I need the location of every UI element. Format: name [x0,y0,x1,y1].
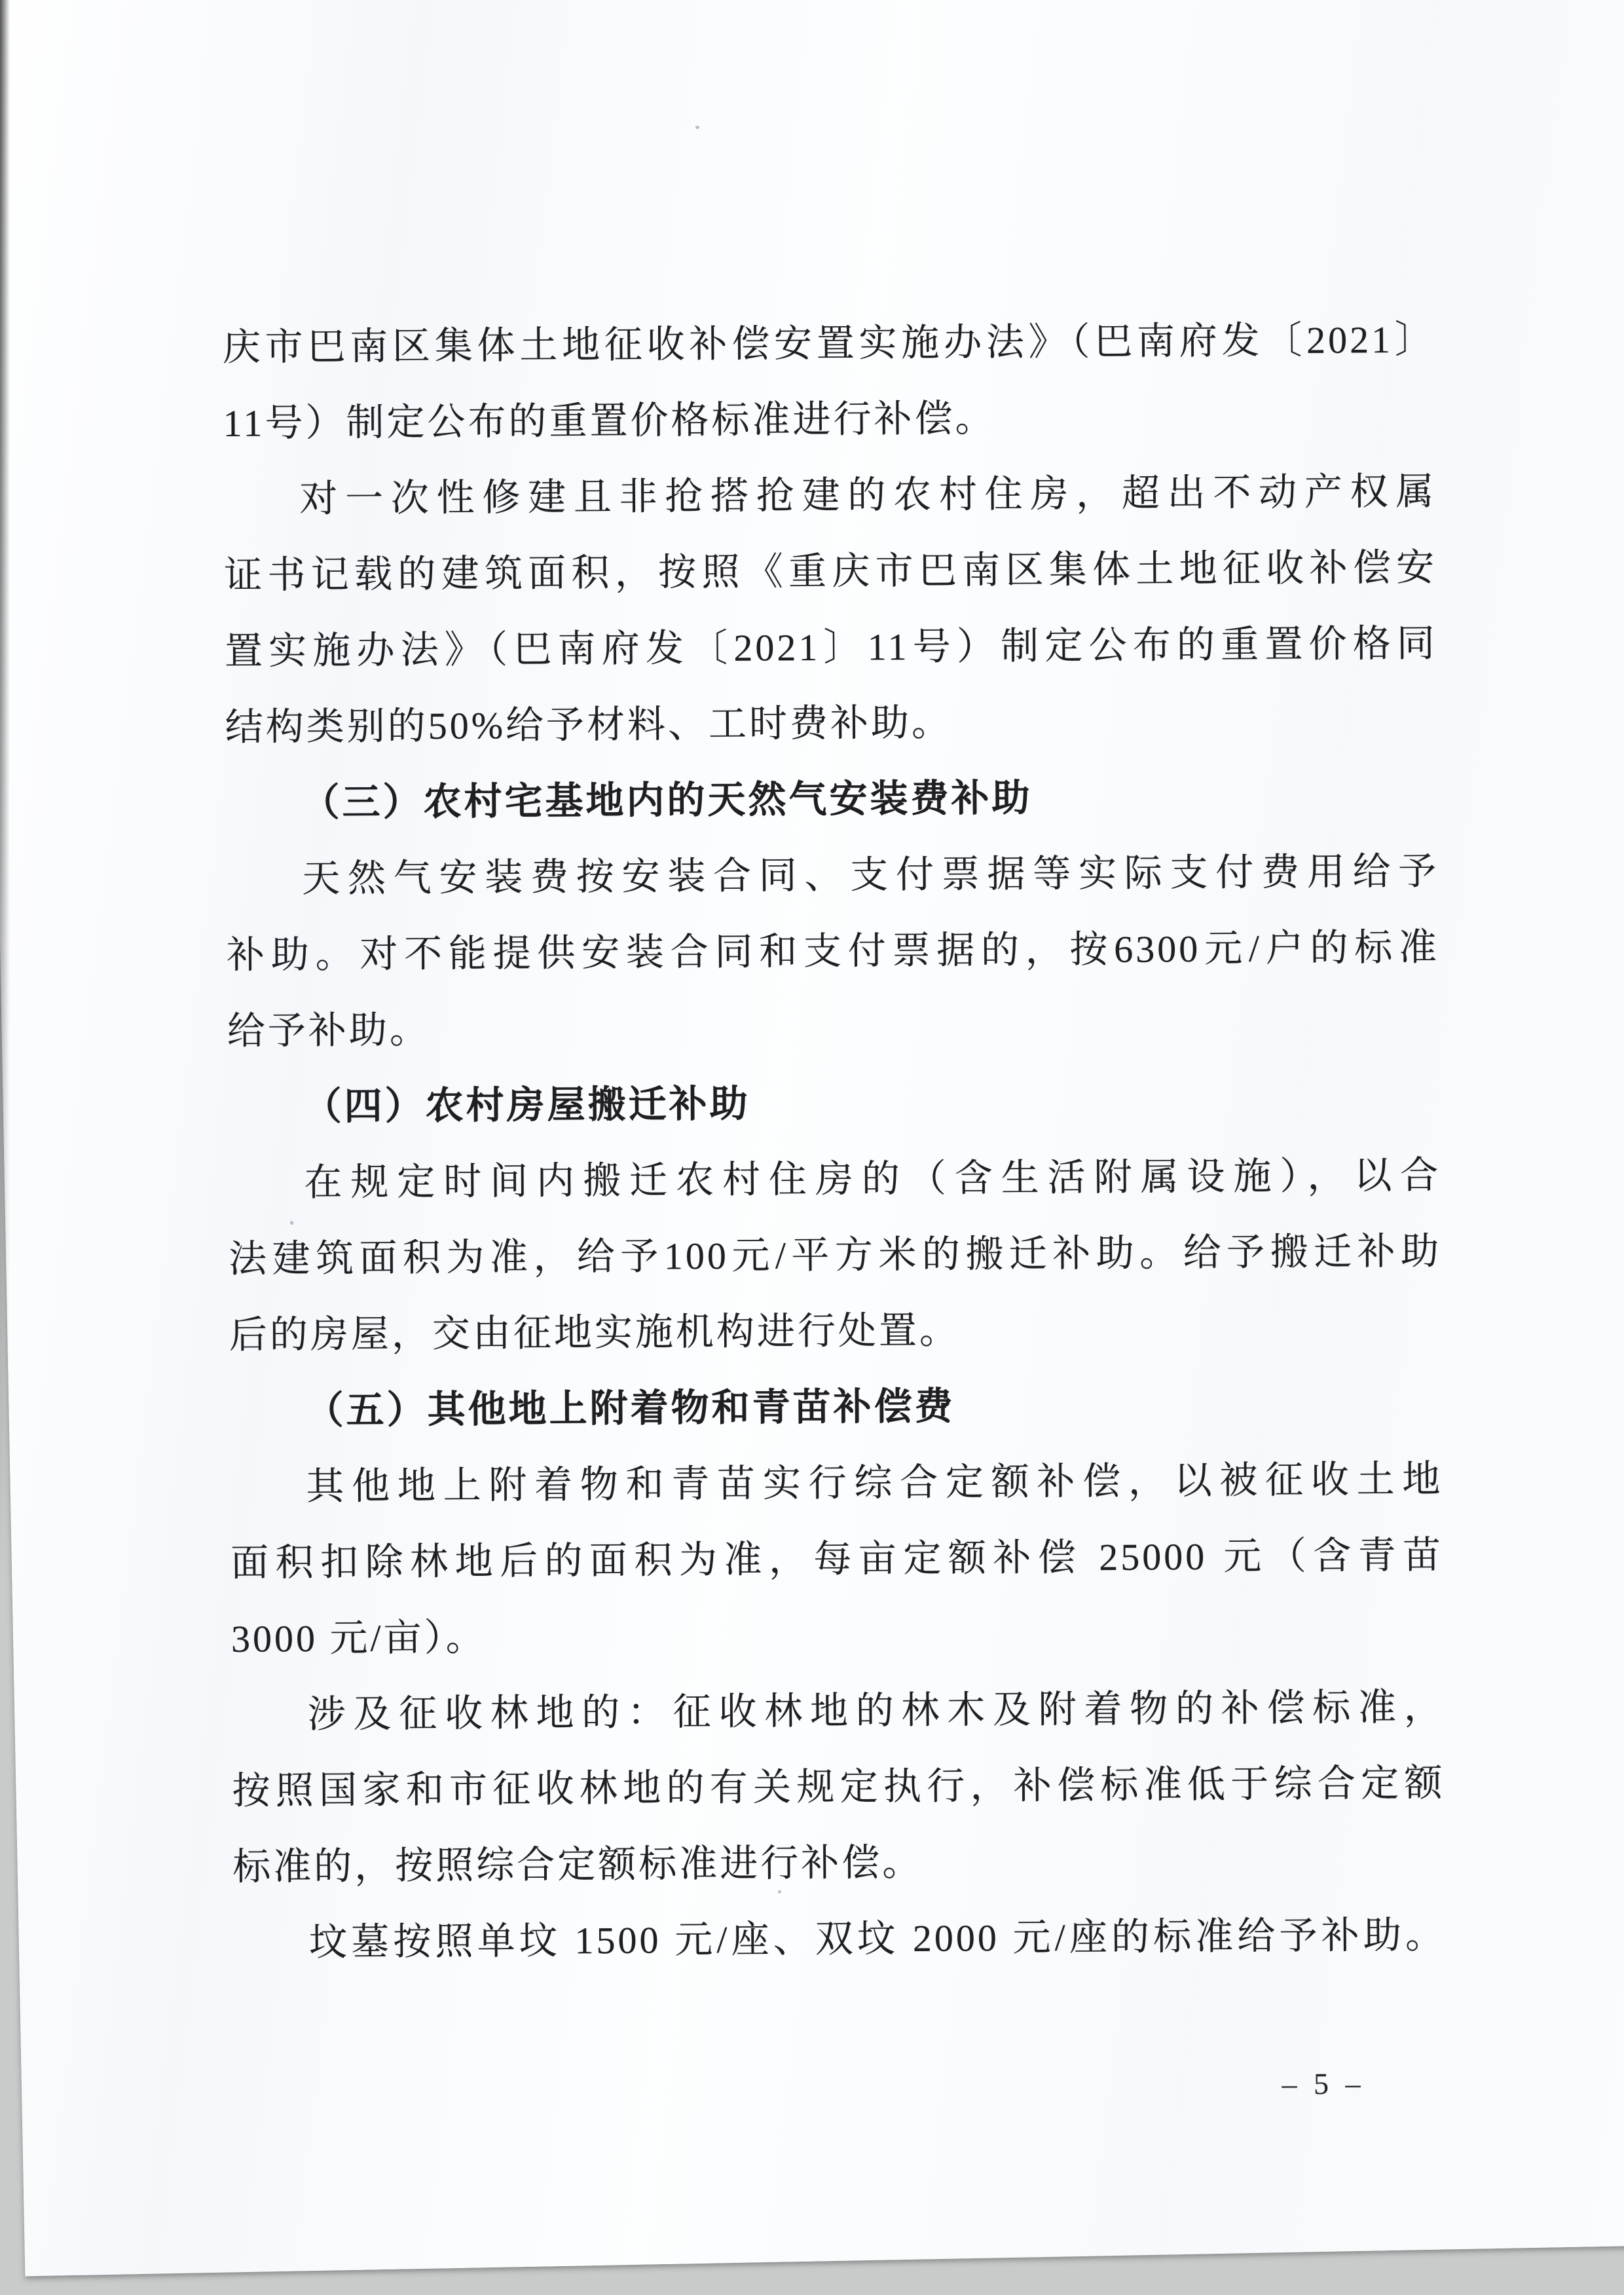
text-line: 按照国家和市征收林地的有关规定执行，补偿标准低于综合定额 [232,1761,1445,1812]
text-line: 后的房屋，交由征地实施机构进行处置。 [229,1309,961,1356]
text-line: 法建筑面积为准，给予100元/平方米的搬迁补助。给予搬迁补助 [228,1229,1442,1280]
text-line: 标准的，按照综合定额标准进行补偿。 [232,1840,923,1888]
text-line: 结构类别的50%给予材料、工时费补助。 [225,701,953,749]
text-line: 置实施办法》（巴南府发〔2021〕11号）制定公布的重置价格同 [224,622,1438,673]
text-line: 对一次性修建且非抢搭抢建的农村住房，超出不动产权属 [299,470,1437,521]
text-line: 证书记载的建筑面积，按照《重庆市巴南区集体土地征收补偿安 [223,546,1437,597]
text-line: 坟墓按照单坟 1500 元/座、双坟 2000 元/座的标准给予补助。 [308,1913,1447,1964]
text-line: 庆市巴南区集体土地征收补偿安置实施办法》（巴南府发〔2021〕 [222,318,1436,369]
text-line: 3000 元/亩）。 [231,1616,487,1660]
text-line: 涉及征收林地的：征收林地的林木及附着物的补偿标准， [307,1685,1445,1736]
page-number: – 5 – [1282,2066,1365,2101]
text-line: 面积扣除林地后的面积为准，每亩定额补偿 25000 元（含青苗 [230,1533,1444,1584]
heading-line: （三）农村宅基地内的天然气安装费补助 [301,776,1033,825]
text-line: 天然气安装费按安装合同、支付票据等实际支付费用给予 [302,849,1439,901]
text-line: 补助。对不能提供安装合同和支付票据的，按6300元/户的标准 [226,925,1440,977]
text-line: 11号）制定公布的重置价格标准进行补偿。 [223,397,996,445]
heading-line: （五）其他地上附着物和青苗补偿费 [305,1385,955,1432]
text-line: 其他地上附着物和青苗实行综合定额补偿，以被征收土地 [306,1457,1443,1508]
heading-line: （四）农村房屋搬迁补助 [303,1082,750,1129]
text-line: 给予补助。 [227,1008,431,1053]
text-line: 在规定时间内搬迁农村住房的（含生活附属设施），以合 [304,1153,1441,1204]
